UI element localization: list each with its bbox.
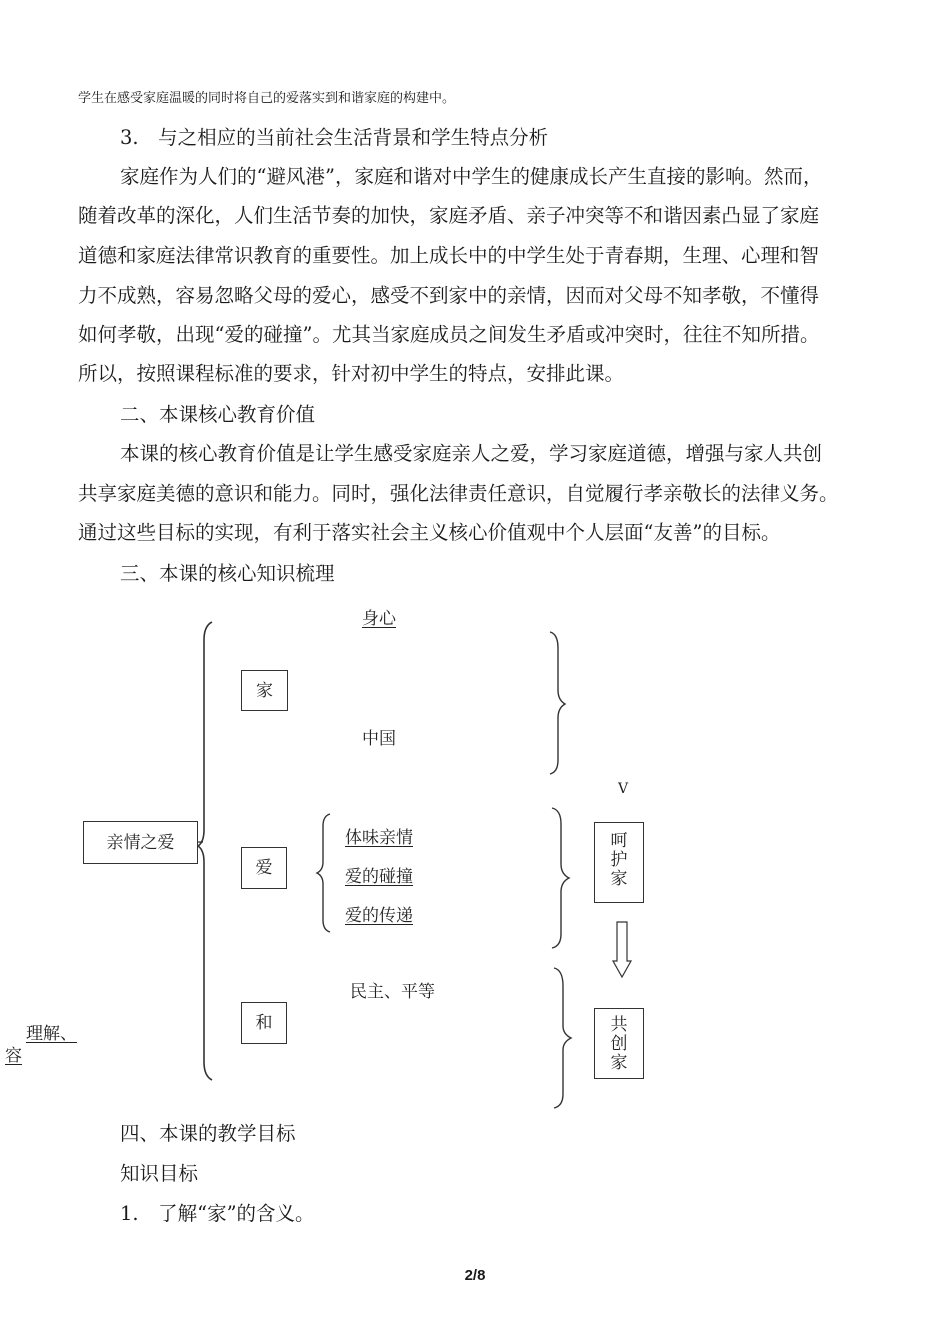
paragraph-line: 本课的核心教育价值是让学生感受家庭亲人之爱，学习家庭道德，增强与家人共创 — [120, 442, 823, 465]
paragraph-line: 家庭作为人们的“避风港”，家庭和谐对中学生的健康成长产生直接的影响。然而， — [120, 165, 823, 188]
main-brace — [198, 622, 212, 1080]
paragraph-line: 如何孝敬，出现“爱的碰撞”。尤其当家庭成员之间发生矛盾或冲突时，往往不知所措。 — [78, 323, 820, 346]
paragraph-line: 所以，按照课程标准的要求，针对初中学生的特点，安排此课。 — [78, 362, 625, 385]
label-v: V — [618, 781, 629, 797]
paragraph-line: 学生在感受家庭温暖的同时将自己的爱落实到和谐家庭的构建中。 — [78, 91, 456, 106]
box-gongchuang — [594, 1008, 644, 1079]
box-hehu — [594, 822, 644, 903]
gongchuang-char-3: 家 — [610, 1053, 628, 1073]
gongchuang-char-2: 创 — [610, 1034, 628, 1054]
paragraph-line: 共享家庭美德的意识和能力。同时，强化法律责任意识，自觉履行孝亲敬长的法律义务。 — [78, 482, 839, 505]
he-right-brace — [554, 968, 571, 1108]
label-minzhu: 民主、平等 — [350, 982, 435, 1002]
section-heading: 二、本课核心教育价值 — [120, 403, 316, 426]
hehu-char-2: 护 — [610, 850, 628, 870]
label-shenxin: 身心 — [362, 609, 396, 629]
box-he: 和 — [241, 1002, 287, 1044]
ai-brace — [317, 814, 330, 932]
gongchuang-char-1: 共 — [610, 1015, 628, 1035]
box-jia: 家 — [241, 670, 288, 711]
paragraph-line: 道德和家庭法律常识教育的重要性。加上成长中的中学生处于青春期，生理、心理和智 — [78, 244, 820, 267]
minzhu-clip — [350, 982, 480, 1002]
paragraph-line: 通过这些目标的实现，有利于落实社会主义核心价值观中个人层面“友善”的目标。 — [78, 521, 781, 544]
ai-item-3: 爱的传递 — [345, 906, 413, 926]
hehu-char-1: 呵 — [610, 831, 628, 851]
subheading: 知识目标 — [120, 1162, 199, 1185]
page-number: 2/8 — [464, 1267, 486, 1284]
label-lijie: 理解、 — [26, 1024, 77, 1044]
paragraph-line: 1. 了解“家”的含义。 — [120, 1202, 315, 1225]
label-rong: 容 — [5, 1046, 22, 1066]
hehu-char-3: 家 — [610, 869, 628, 889]
jia-right-brace — [550, 632, 565, 774]
ai-item-1: 体味亲情 — [345, 828, 413, 848]
ai-right-brace — [552, 808, 569, 948]
paragraph-line: 力不成熟，容易忽略父母的爱心，感受不到家中的亲情，因而对父母不知孝敬，不懂得 — [78, 284, 820, 307]
root-box: 亲情之爱 — [83, 821, 198, 864]
down-arrow-icon — [613, 922, 631, 977]
ai-item-2: 爱的碰撞 — [345, 867, 413, 887]
paragraph-line: 随着改革的深化，人们生活节奏的加快，家庭矛盾、亲子冲突等不和谐因素凸显了家庭 — [78, 204, 820, 227]
section-heading: 三、本课的核心知识梳理 — [120, 562, 335, 585]
label-zhongguo: 中国 — [362, 729, 396, 749]
section-heading: 四、本课的教学目标 — [120, 1122, 296, 1145]
box-ai: 爱 — [241, 847, 287, 889]
left-partial-clip — [0, 1020, 84, 1070]
section-heading: 3. 与之相应的当前社会生活背景和学生特点分析 — [120, 126, 549, 149]
